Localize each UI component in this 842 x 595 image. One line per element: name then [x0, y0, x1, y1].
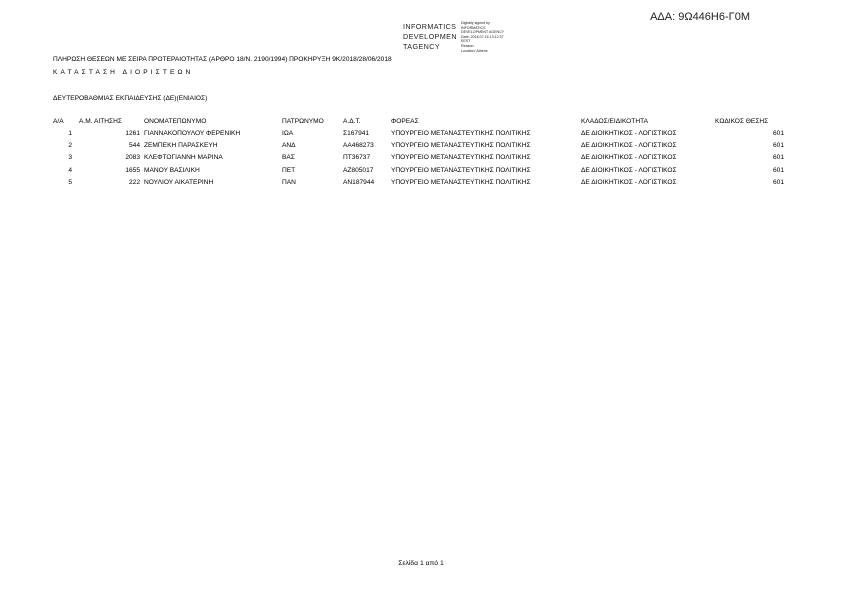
row-number: 3 [68, 154, 72, 161]
table-header-row [0, 118, 842, 130]
full-name: ΜΑΝΟΥ ΒΑΣΙΛΙΚΗ [144, 167, 200, 174]
column-header: ΚΩΔΙΚΟΣ ΘΕΣΗΣ [715, 118, 769, 125]
agency: ΥΠΟΥΡΓΕΙΟ ΜΕΤΑΝΑΣΤΕΥΤΙΚΗΣ ΠΟΛΙΤΙΚΗΣ [391, 130, 531, 137]
table-row [0, 130, 842, 142]
table-row [0, 167, 842, 179]
signature-detail-line: EEST [461, 39, 471, 44]
id-number: ΑΑ468273 [343, 142, 374, 149]
signature-detail-line: DEVELOPMENT AGENCY [461, 30, 505, 35]
application-number: 222 [128, 179, 140, 186]
signature-name-line: INFORMATICS [403, 22, 457, 31]
document-title: ΠΛΗΡΩΣΗ ΘΕΣΕΩΝ ΜΕ ΣΕΙΡΑ ΠΡΟΤΕΡΑΙΟΤΗΤΑΣ (ΑΡΘΡΟ 18/Ν. 2190/1994) ΠΡΟΚΗΡΥΞΗ 9Κ/2018/28/06/2018 [53, 56, 392, 63]
row-number: 5 [68, 179, 72, 186]
position-code: 601 [772, 142, 784, 149]
specialty: ΔΕ ΔΙΟΙΚΗΤΙΚΟΣ - ΛΟΓΙΣΤΙΚΟΣ [581, 167, 677, 174]
ada-code: ΑΔΑ: 9Ω446Η6-Γ0Μ [650, 11, 750, 23]
position-code: 601 [772, 167, 784, 174]
column-header: ΟΝΟΜΑΤΕΠΩΝΥΜΟ [144, 118, 207, 125]
page-number: Σελίδα 1 από 1 [398, 560, 444, 567]
id-number: Σ167941 [343, 130, 370, 137]
document-subtitle: ΚΑΤΑΣΤΑΣΗ ΔΙΟΡΙΣΤΕΩΝ [53, 69, 194, 76]
signature-detail-line: INFORMATICS [461, 25, 486, 30]
application-number: 544 [128, 142, 140, 149]
row-number: 1 [68, 130, 72, 137]
section-heading: ΔΕΥΤΕΡΟΒΑΘΜΙΑΣ ΕΚΠΑΙΔΕΥΣΗΣ (ΔΕ)(ΕΝΙΑΙΟΣ) [53, 95, 208, 102]
signature-detail-line: Location: Athens [461, 48, 488, 53]
application-number: 2083 [125, 154, 140, 161]
position-code: 601 [772, 130, 784, 137]
signature-detail-line: Reason: [461, 43, 475, 48]
column-header: ΚΛΑΔΟΣ/ΕΙΔΙΚΟΤΗΤΑ [581, 118, 649, 125]
digital-signature-name [403, 22, 457, 52]
position-code: 601 [772, 179, 784, 186]
digital-signature-details [461, 21, 504, 53]
full-name: ΓΙΑΝΝΑΚΟΠΟΥΛΟΥ ΦΕΡΕΝΙΚΗ [144, 130, 241, 137]
table-row [0, 142, 842, 154]
specialty: ΔΕ ΔΙΟΙΚΗΤΙΚΟΣ - ΛΟΓΙΣΤΙΚΟΣ [581, 154, 677, 161]
patronymic: ΙΩΑ [282, 130, 294, 137]
column-header: ΦΟΡΕΑΣ [391, 118, 419, 125]
agency: ΥΠΟΥΡΓΕΙΟ ΜΕΤΑΝΑΣΤΕΥΤΙΚΗΣ ΠΟΛΙΤΙΚΗΣ [391, 154, 531, 161]
id-number: ΠΤ36737 [343, 154, 371, 161]
signature-detail-line: Digitally signed by [461, 21, 490, 25]
application-number: 1655 [125, 167, 140, 174]
patronymic: ΠΕΤ [282, 167, 296, 174]
signature-name-line: TAGENCY [403, 42, 441, 51]
id-number: ΑΝ187944 [343, 179, 375, 186]
patronymic: ΠΑΝ [282, 179, 296, 186]
column-header: Α/Α [53, 118, 64, 125]
column-header: Α.Μ. ΑΙΤΗΣΗΣ [79, 118, 122, 125]
specialty: ΔΕ ΔΙΟΙΚΗΤΙΚΟΣ - ΛΟΓΙΣΤΙΚΟΣ [581, 179, 677, 186]
agency: ΥΠΟΥΡΓΕΙΟ ΜΕΤΑΝΑΣΤΕΥΤΙΚΗΣ ΠΟΛΙΤΙΚΗΣ [391, 167, 531, 174]
full-name: ΚΛΕΦΤΟΓΙΑΝΝΗ ΜΑΡΙΝΑ [144, 154, 223, 161]
agency: ΥΠΟΥΡΓΕΙΟ ΜΕΤΑΝΑΣΤΕΥΤΙΚΗΣ ΠΟΛΙΤΙΚΗΣ [391, 179, 531, 186]
specialty: ΔΕ ΔΙΟΙΚΗΤΙΚΟΣ - ΛΟΓΙΣΤΙΚΟΣ [581, 130, 677, 137]
full-name: ΖΕΜΠΕΚΗ ΠΑΡΑΣΚΕΥΗ [144, 142, 218, 149]
position-code: 601 [772, 154, 784, 161]
patronymic: ΒΑΣ [282, 154, 295, 161]
table-row [0, 179, 842, 191]
signature-detail-line: Date: 2018.07.16 13:12:37 [461, 34, 504, 39]
table-row [0, 154, 842, 166]
signature-name-line: DEVELOPMEN [403, 32, 457, 41]
column-header: Α.Δ.Τ. [343, 118, 361, 125]
application-number: 1261 [125, 130, 140, 137]
row-number: 2 [68, 142, 72, 149]
full-name: ΝΟΥΛΙΟΥ ΑΙΚΑΤΕΡΙΝΗ [144, 179, 214, 186]
row-number: 4 [68, 167, 72, 174]
specialty: ΔΕ ΔΙΟΙΚΗΤΙΚΟΣ - ΛΟΓΙΣΤΙΚΟΣ [581, 142, 677, 149]
agency: ΥΠΟΥΡΓΕΙΟ ΜΕΤΑΝΑΣΤΕΥΤΙΚΗΣ ΠΟΛΙΤΙΚΗΣ [391, 142, 531, 149]
patronymic: ΑΝΔ [282, 142, 296, 149]
column-header: ΠΑΤΡΩΝΥΜΟ [282, 118, 324, 125]
id-number: ΑΖ805017 [343, 167, 374, 174]
